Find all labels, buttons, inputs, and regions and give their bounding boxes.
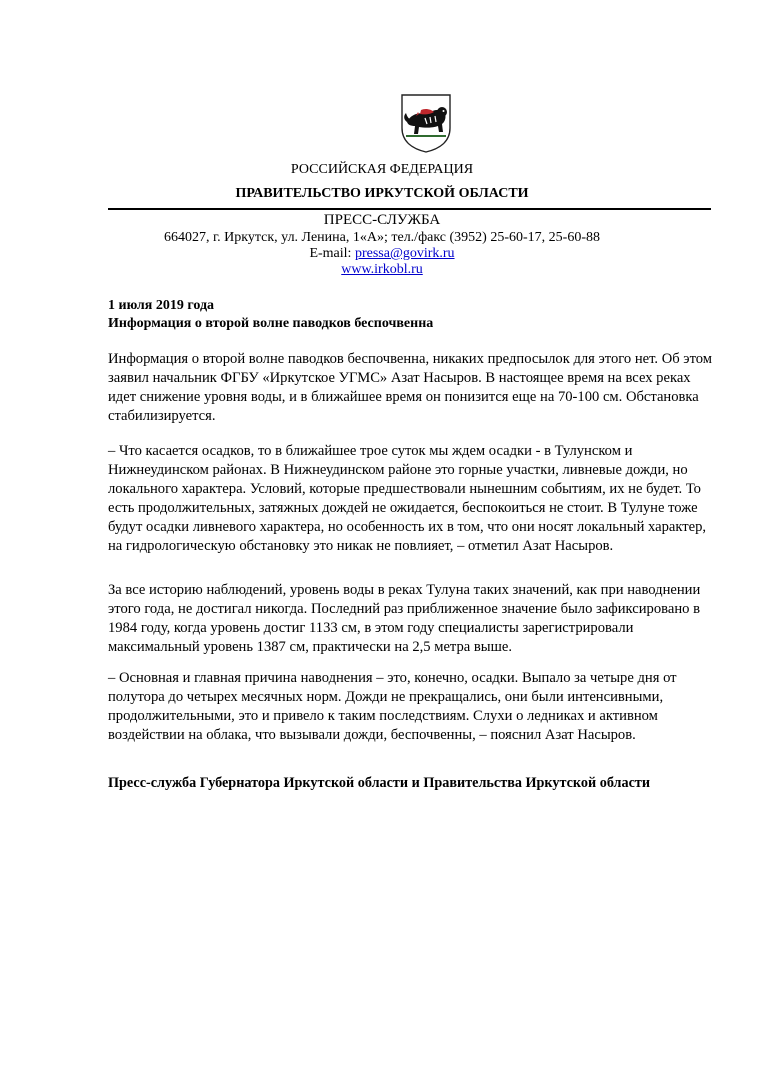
federation-title: РОССИЙСКАЯ ФЕДЕРАЦИЯ <box>290 162 474 177</box>
website-line <box>0 262 764 278</box>
email-label: E-mail: <box>309 246 355 261</box>
header-divider <box>108 208 711 210</box>
article-paragraph: Информация о второй волне паводков беспочвенна, никаких предпосылок для этого нет. Об этом заявил начальник ФГБУ «Иркутское УГМС» Азат Насыров. В настоящее время на всех реках идет снижение уровня воды, и в ближайшее время он понизится еще на 70-100 см. Обстановка стабилизируется. <box>108 351 713 424</box>
email-line <box>0 246 764 262</box>
website-link[interactable]: www.irkobl.ru <box>341 262 423 277</box>
date-headline-block <box>108 297 708 333</box>
article-paragraph: За все историю наблюдений, уровень воды в реках Тулуна таких значений, как при наводнении этого года, не достигал никогда. Последний раз приближенное значение было зафиксировано в 1984 году, когда уровень достиг 1133 см, в этом году специалисты зарегистрировали максимальный уровень 1387 см, практически на 2,5 метра выше. <box>108 582 701 655</box>
article-headline: Информация о второй волне паводков беспочвенна <box>108 316 434 331</box>
press-service-title: ПРЕСС-СЛУЖБА <box>323 212 441 228</box>
press-signature: Пресс-служба Губернатора Иркутской области и Правительства Иркутской области <box>108 775 651 791</box>
email-link[interactable]: pressa@govirk.ru <box>354 246 455 261</box>
article-paragraph: – Что касается осадков, то в ближайшее трое суток мы ждем осадки - в Тулунском и Нижнеудинском районах. В Нижнеудинском районе это горные участки, ливневые дожди, но локального характера. Условий, которые предшествовали нынешним событиям, их не будет. То есть продолжительных, затяжных дождей не ожидается, беспокоиться не стоит. В Тулуне тоже будут осадки ливневого характера, но особенность их в том, что они носят локальный характер, на гидрологическую обстановку это никак не повлияет, – отметил Азат Насыров. <box>108 443 707 554</box>
contact-address: 664027, г. Иркутск, ул. Ленина, 1«А»; тел./факс (3952) 25-60-17, 25-60-88 <box>164 230 600 245</box>
article-paragraph: – Основная и главная причина наводнения – это, конечно, осадки. Выпало за четыре дня от полутора до четырех месячных норм. Дожди не прекращались, они были интенсивными, продолжительными, это и привело к таким последствиям. Слухи о ледниках и активном воздействии на облака, что вызывали дожди, беспочвенны, – пояснил Азат Насыров. <box>108 670 677 743</box>
irkutsk-coat-of-arms-icon <box>399 92 453 154</box>
article-date: 1 июля 2019 года <box>108 298 215 313</box>
government-title: ПРАВИТЕЛЬСТВО ИРКУТСКОЙ ОБЛАСТИ <box>235 186 529 201</box>
